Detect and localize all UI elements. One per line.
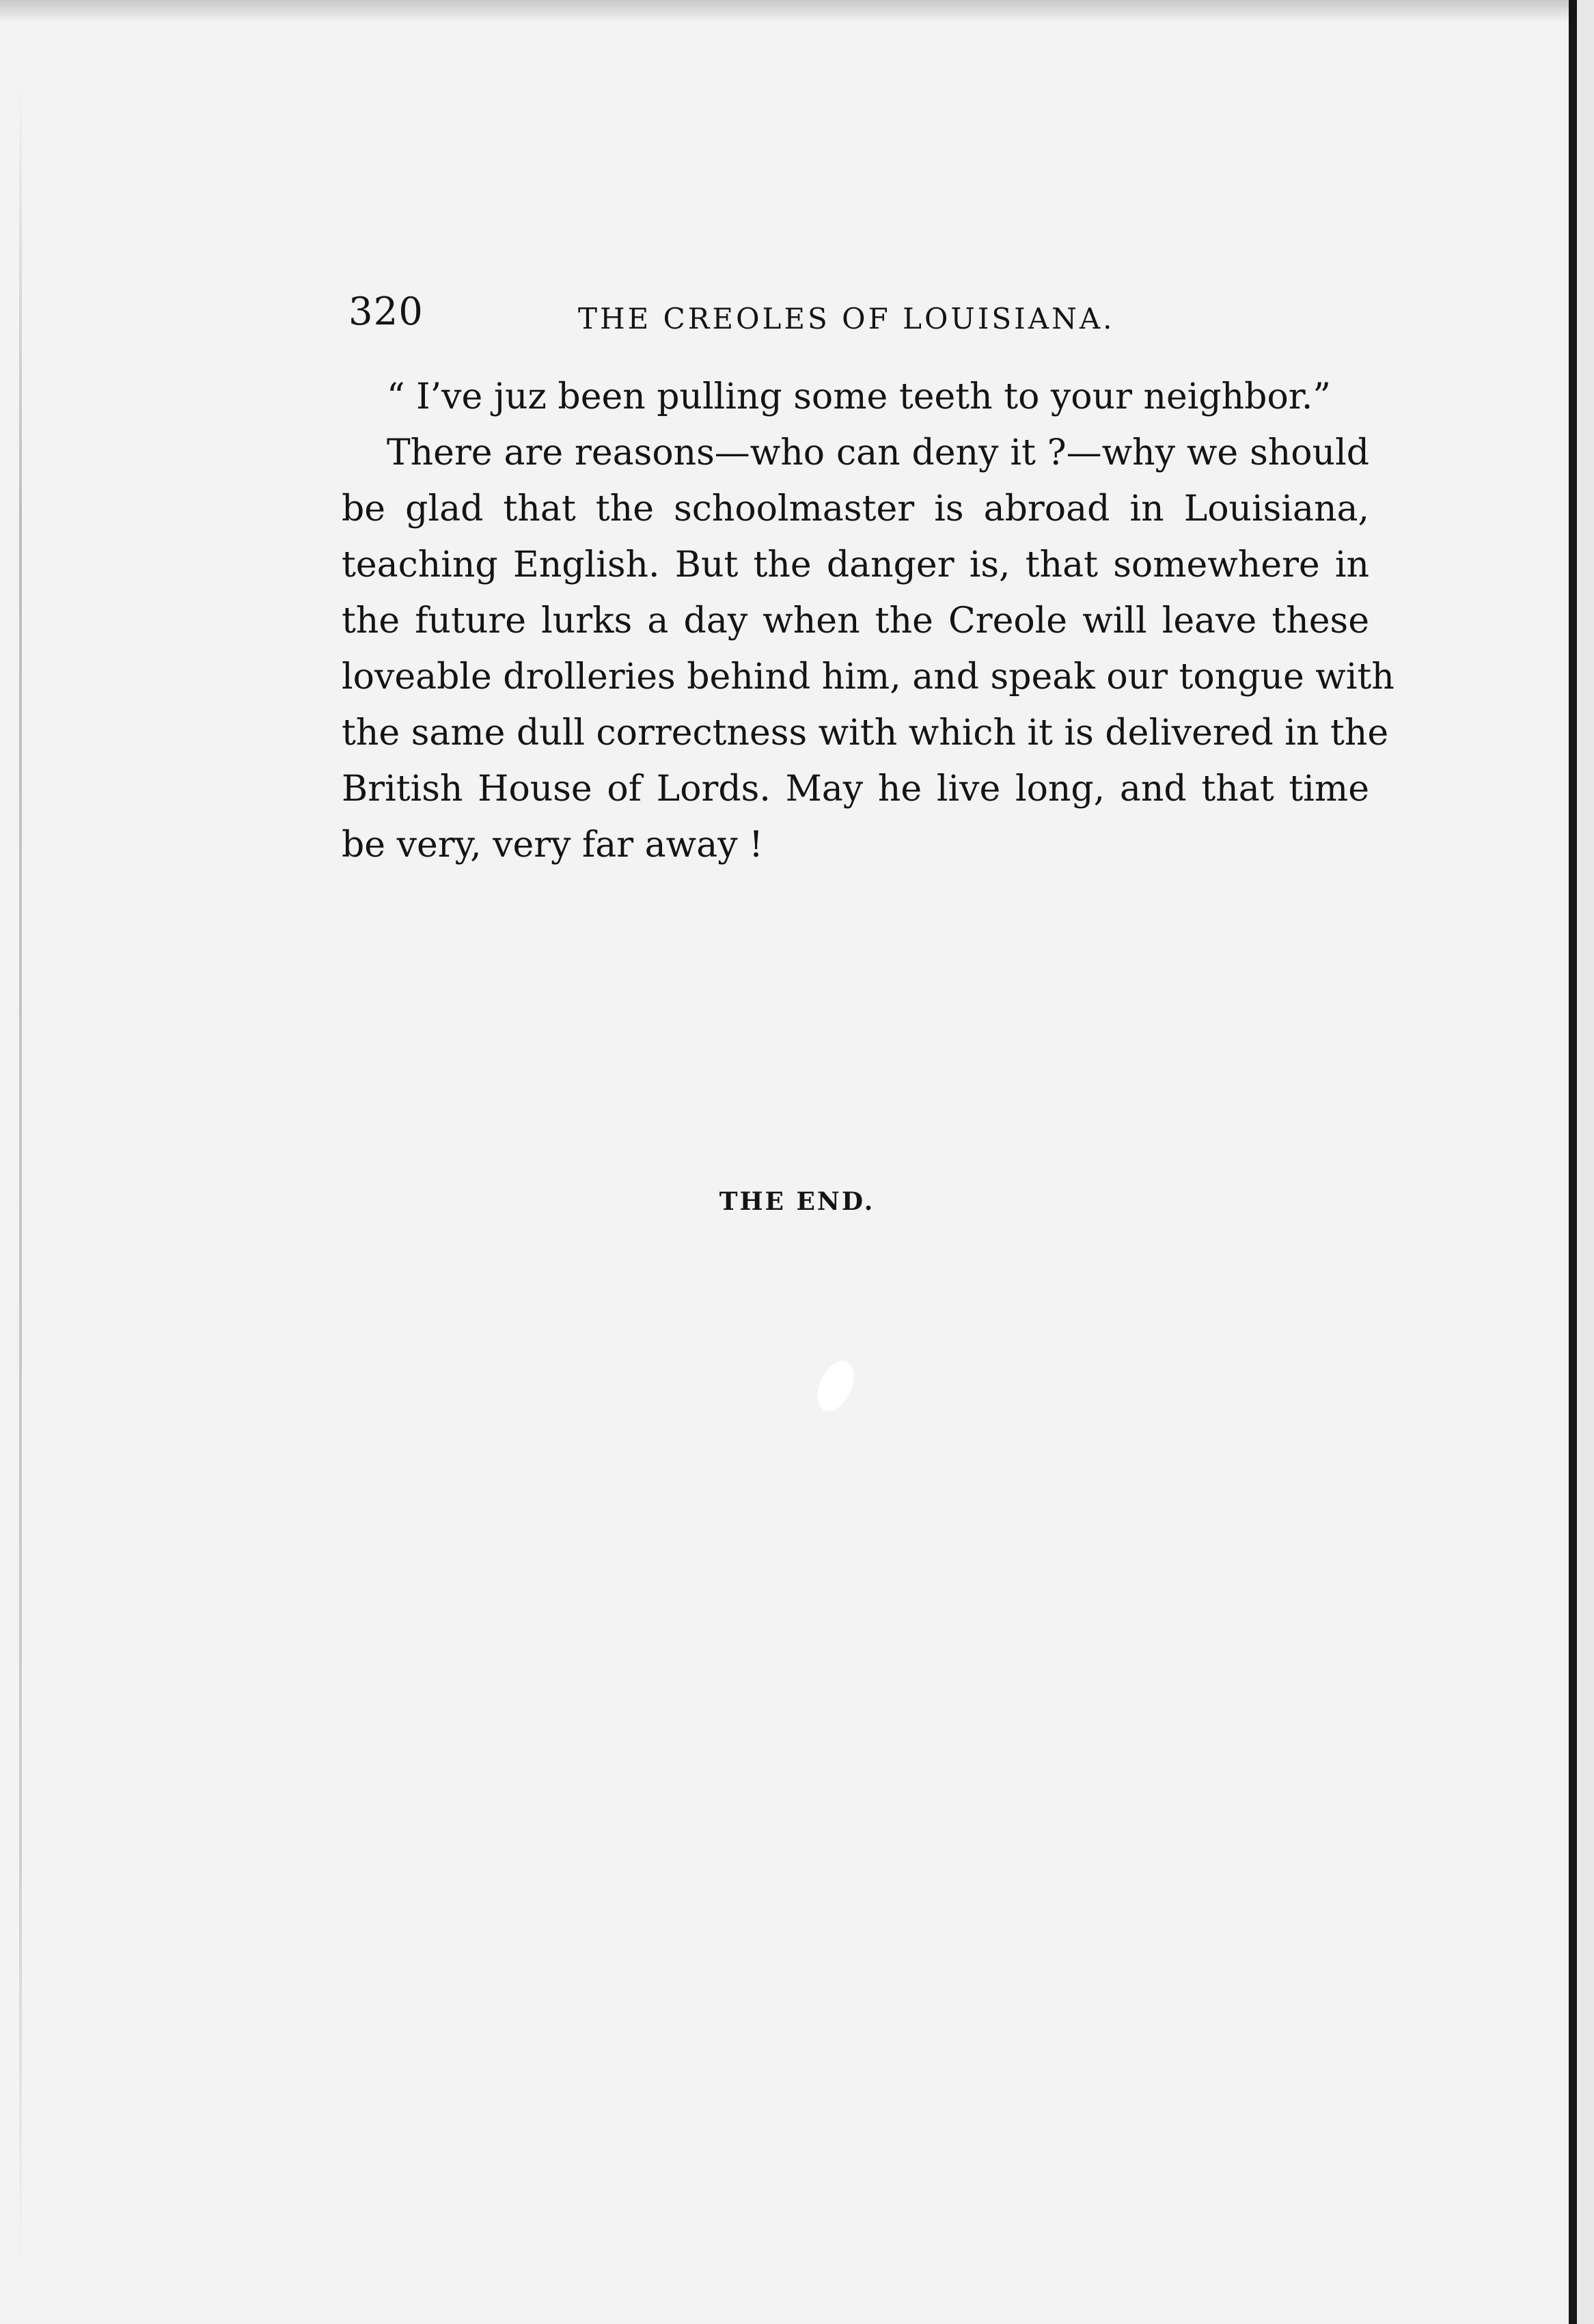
text-line-4: teaching English. But the danger is, that somewhere in [342,544,1369,585]
text-line-5: the future lurks a day when the Creole will leave these [342,600,1369,641]
scan-left-edge [19,82,22,2268]
body-text [342,369,1394,873]
running-head [348,286,1366,340]
text-line-6: loveable drolleries behind him, and speak our tongue with [342,656,1394,697]
text-line-1: “ I’ve juz been pulling some teeth to your neighbor.” [387,376,1332,417]
text-line-2: There are reasons—who can deny it ?—why we should [387,432,1369,473]
text-line-8: British House of Lords. May he live long, and that time [342,769,1369,810]
scan-top-edge [0,0,1594,23]
paper-blemish [810,1355,862,1417]
scan-right-margin [1577,0,1594,2324]
text-line-7: the same dull correctness with which it is delivered in the [342,713,1389,753]
end-mark: THE END. [719,1187,875,1216]
text-line-9: be very, very far away ! [342,825,763,866]
running-title: THE CREOLES OF LOUISIANA. [578,302,1115,335]
page-number: 320 [348,290,424,334]
text-line-3: be glad that the schoolmaster is abroad in Louisiana, [342,488,1369,529]
scan-right-edge [1569,0,1577,2324]
